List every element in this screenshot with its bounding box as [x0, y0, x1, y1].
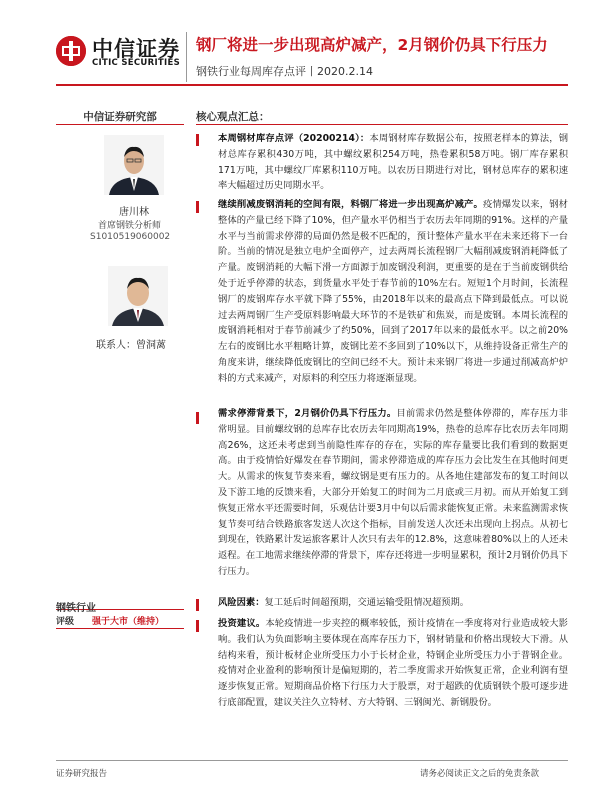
- left-rule: [56, 124, 184, 125]
- paragraph-risk: [218, 595, 568, 611]
- rating-label: 评级: [56, 617, 75, 627]
- brand-name-en: CITIC SECURITIES: [92, 58, 181, 68]
- analyst-name: 唐川林: [119, 207, 149, 218]
- paragraph-demand: [218, 406, 568, 580]
- bullet-marker: [196, 599, 199, 611]
- paragraph-investment: [218, 616, 568, 711]
- footer-left: 证券研究报告: [56, 769, 108, 779]
- citic-logo-icon: [56, 36, 86, 66]
- report-subtitle: 钢铁行业每周库存点评丨2020.2.14: [196, 65, 373, 78]
- paragraph-production: [218, 197, 568, 387]
- paragraph-lead: 需求停滞背景下，2月钢价仍具下行压力。: [218, 408, 397, 419]
- paragraph-text: 复工延后时间超预期，交通运输受阻情况超预期。: [264, 597, 470, 608]
- paragraph-text: 本周钢材库存数据公布，按照老样本的算法，钢材总库存累积430万吨，其中螺纹累积254万吨，热卷累积58万吨。钢厂库存累积171万吨，其中螺纹厂库累积110万吨。以农历日期进行对比，钢材总库存的累积速率大幅超过历史同期水平。: [218, 133, 568, 192]
- right-rule: [196, 124, 568, 125]
- bullet-marker: [196, 620, 199, 632]
- section-heading: 核心观点汇总：: [196, 111, 270, 123]
- paragraph-lead: 继续削减废钢消耗的空间有限，料钢厂将进一步出现高炉减产。: [218, 199, 483, 210]
- bullet-marker: [196, 134, 199, 146]
- paragraph-lead: 投资建议。: [218, 618, 266, 629]
- paragraph-text: 本轮疫情进一步夹控的概率较低，预计疫情在一季度将对行业造成较大影响。我们认为负面影响主要体现在高库存压力下，钢材销量和价格出现较大下滑。从结构来看，预计板材企业所受压力小于长材企业，特钢企业所受压力小于普钢企业。疫情对企业盈利的影响预计是偏短期的，若二季度需求开始恢复正常，企业利润有望逐步恢复正常。短期商品价格下行压力大于股票，对于超跌的优质钢铁个股可逐步进行底部配置，建议关注久立特材、方大特钢、三钢闽光、新钢股份。: [218, 618, 568, 708]
- rating-rule: [56, 628, 184, 629]
- header-rule: [56, 84, 568, 86]
- footer-right: 请务必阅读正文之后的免责条款: [420, 769, 540, 779]
- footer-rule: [56, 760, 568, 761]
- paragraph-lead: 本周钢材库存点评（20200214）：: [218, 133, 370, 144]
- contact-label: 联系人：曾洞蓠: [96, 340, 166, 351]
- analyst-id: S1010519060002: [90, 232, 171, 242]
- header-divider: [186, 32, 187, 82]
- paragraph-text: 目前需求仍然是整体停滞的，库存压力非常明显。目前螺纹钢的总库存比农历去年同期高19%，热卷的总库存比农历去年同期高26%，这还未考虑到当前隐性库存的存在，实际的库存量要比我们看到的数据更高。由于疫情恰好爆发在春节期间，需求停滞造成的库存压力会比发生在其他时间更大。从需求的恢复节奏来看，螺纹钢是更有压力的。从各地住建部发布的复工时间以及下游工地的反馈来看，大部分开始复工的时间为二月底或三月初。而从开始复工到恢复正常水平还需要时间，乐观估计要3月中旬以后需求能恢复正常。未来监测需求恢复节奏可结合铁路旅客发送人次这个指标，目前发送人次还未出现向上拐点。从初七到现在，铁路累计发运旅客累计人次只有去年的12.8%，这意味着80%以上的人还未返程。在工地需求继续停滞的背景下，库存还将进一步明显累积，预计2月钢价仍具下行压力。: [218, 408, 568, 577]
- research-institute: 中信证券研究部: [83, 111, 157, 123]
- paragraph-inventory: [218, 131, 568, 194]
- brand-name: 中信证券: [92, 37, 180, 61]
- analyst-photo: [104, 135, 164, 195]
- paragraph-text: 疫情爆发以来，钢材整体的产量已经下降了10%，但产量水平仍相当于农历去年同期的91%。这样的产量水平与当前需求停滞的局面仍然是极不匹配的，预计整体产量水平在未来还将下一台阶。当前的情况是独立电炉全面停产，过去两周长流程钢厂大幅削减废钢消耗降低了产量。废钢消耗的大幅下滑一方面源于加废钢没利润，更重要的是在于当前废钢供给处于近乎停滞的状态，到货量水平处于春节前的10%左右。短短1个月时间，长流程钢厂的废钢库存水平就下降了55%，由2018年以来的最高点下降到最低点。可以说过去两周钢厂生产受原料影响最大环节的不是铁矿和焦炭，而是废钢。本周长流程的废钢消耗相对于春节前减少了约50%，回到了2017年以来的最低水平。以之前20%左右的废钢比水平粗略计算，废钢比差不多回到了10%以下，从维持设备正常生产的角度来讲，继续降低废钢比的空间已经不大。预计未来钢厂将进一步通过削减高炉炉料的方式来减产，对原料的利空压力将逐渐显现。: [218, 199, 568, 384]
- bullet-marker: [196, 201, 199, 213]
- bullet-marker: [196, 412, 199, 424]
- rating-value: 强于大市（维持）: [92, 617, 165, 627]
- paragraph-lead: 风险因素：: [218, 597, 265, 608]
- analyst-role: 首席钢铁分析师: [98, 221, 162, 231]
- industry-label: 钢铁行业: [56, 603, 96, 614]
- contact-photo: [108, 266, 168, 326]
- report-title: 钢厂将进一步出现高炉减产，2月钢价仍具下行压力: [196, 36, 548, 54]
